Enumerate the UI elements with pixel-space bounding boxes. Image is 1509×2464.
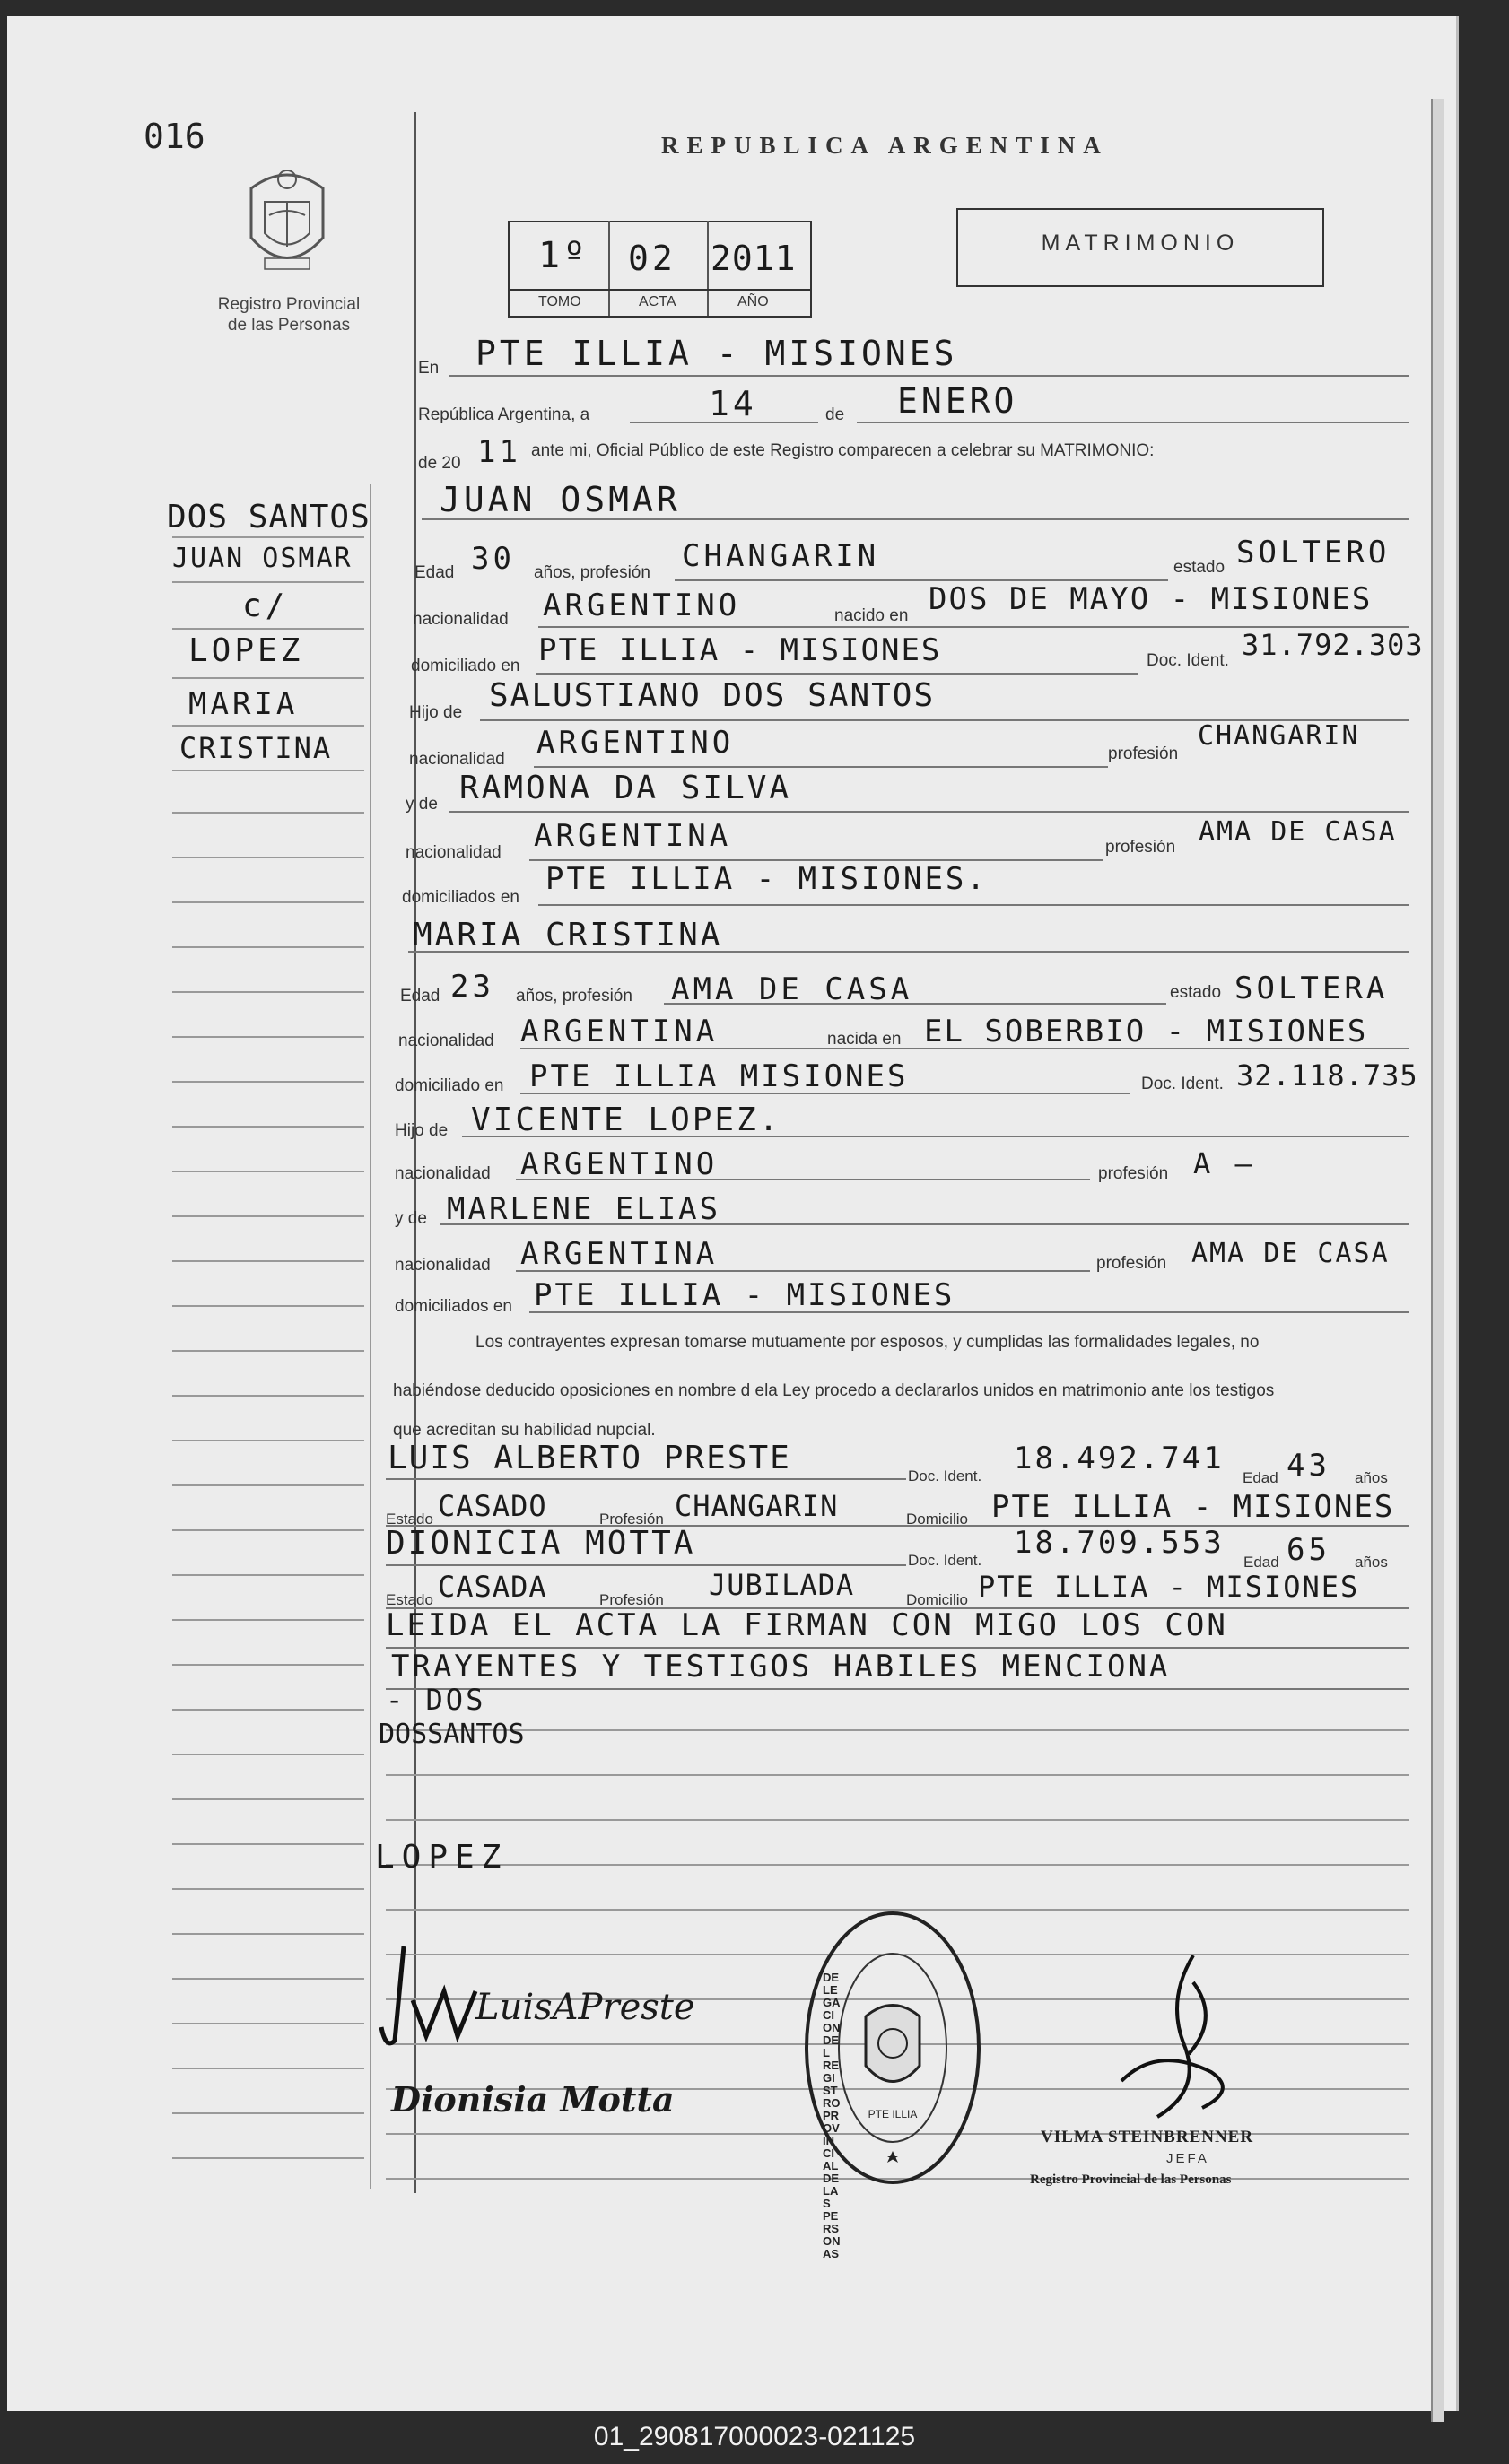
label-anos: años [1355, 1554, 1388, 1571]
label-profesion: profesión [1098, 1164, 1169, 1183]
bride-father-nationality: ARGENTINO [520, 1146, 719, 1182]
label-edad: Edad [414, 563, 455, 582]
label-estado: Estado [386, 1511, 433, 1528]
label-republica: República Argentina, a [418, 405, 590, 424]
margin-bride-name1: MARIA [188, 686, 299, 722]
label-y-de: y de [406, 795, 438, 814]
label-profesion: Profesión [599, 1591, 664, 1608]
label-hijo-de: Hijo de [395, 1121, 449, 1140]
folio-number: 016 [144, 117, 205, 156]
label-domiciliados: domiciliados en [402, 888, 519, 907]
groom-name: JUAN OSMAR [440, 480, 681, 519]
label-profesion: profesión [1105, 838, 1176, 857]
label-nacido-en: nacido en [834, 606, 909, 625]
footer-code: 01_290817000023-021125 [593, 2422, 916, 2451]
label-de: de [825, 405, 845, 424]
bride-profession: AMA DE CASA [671, 971, 913, 1007]
label-nacionalidad: nacionalidad [395, 1164, 491, 1183]
groom-mother: RAMONA DA SILVA [459, 770, 792, 806]
groom-mother-profession: AMA DE CASA [1199, 816, 1397, 848]
groom-mother-nationality: ARGENTINA [534, 818, 732, 854]
entry-month: ENERO [897, 381, 1018, 421]
label-en: En [418, 359, 440, 378]
label-profesion: profesión [1096, 1254, 1167, 1273]
bride-mother-nationality: ARGENTINA [520, 1236, 719, 1272]
groom-parents-domicile: PTE ILLIA - MISIONES. [545, 861, 988, 897]
label-doc: Doc. Ident. [908, 1467, 982, 1484]
bride-status: SOLTERA [1234, 971, 1389, 1006]
label-edad: Edad [1243, 1554, 1279, 1571]
witness2-age: 65 [1287, 1532, 1330, 1568]
tomo-label: TOMO [538, 294, 581, 309]
groom-domicile: PTE ILLIA - MISIONES [538, 632, 942, 668]
groom-age: 30 [471, 541, 515, 577]
entry-place: PTE ILLIA - MISIONES [475, 334, 958, 373]
label-nacionalidad: nacionalidad [409, 750, 505, 769]
label-estado: estado [1170, 983, 1222, 1002]
witness1-domicile: PTE ILLIA - MISIONES [991, 1489, 1395, 1525]
witness2-profession: JUBILADA [709, 1568, 855, 1602]
margin-surname: DOS SANTOS [167, 499, 371, 535]
margin-bride-surname: LOPEZ [188, 632, 304, 669]
groom-father-nationality: ARGENTINO [536, 725, 735, 761]
witness1-profession: CHANGARIN [675, 1489, 839, 1523]
closing-line-1: LEIDA EL ACTA LA FIRMAN CON MIGO LOS CON [386, 1607, 1228, 1643]
label-domiciliados: domiciliados en [395, 1297, 512, 1316]
groom-nationality: ARGENTINO [543, 588, 741, 623]
act-type: MATRIMONIO [1041, 231, 1240, 256]
bride-father: VICENTE LOPEZ. [471, 1101, 781, 1138]
label-domiciliado: domiciliado en [411, 657, 520, 675]
label-profesion: Profesión [599, 1511, 664, 1528]
label-doc: Doc. Ident. [908, 1552, 982, 1569]
groom-father: SALUSTIANO DOS SANTOS [489, 677, 936, 714]
label-doc: Doc. Ident. [1147, 651, 1229, 670]
bride-mother: MARLENE ELIAS [447, 1191, 721, 1227]
label-hijo-de: Hijo de [409, 703, 463, 722]
legal-text-3: que acreditan su habilidad nupcial. [393, 1421, 656, 1440]
officer-name: VILMA STEINBRENNER [1041, 2128, 1254, 2146]
entry-day: 14 [709, 384, 757, 423]
bride-mother-profession: AMA DE CASA [1191, 1238, 1390, 1269]
label-edad: Edad [400, 987, 440, 1006]
label-y-de: y de [395, 1209, 427, 1228]
label-estado: estado [1173, 558, 1226, 577]
officer-office: Registro Provincial de las Personas [1030, 2172, 1232, 2187]
witness1-name: LUIS ALBERTO PRESTE [388, 1440, 791, 1476]
officer-signature [1103, 1946, 1256, 2139]
legal-text-1: Los contrayentes expresan tomarse mutuamente por esposos, y cumplidas las formalidades legales, no [475, 1333, 1260, 1352]
ano-label: AÑO [737, 294, 769, 309]
groom-birthplace: DOS DE MAYO - MISIONES [929, 581, 1373, 617]
label-anos-profesion: años, profesión [534, 563, 650, 582]
closing-line-2: TRAYENTES Y TESTIGOS HABILES MENCIONA [391, 1649, 1171, 1685]
label-nacionalidad: nacionalidad [395, 1256, 491, 1275]
page-edge [1431, 99, 1444, 2422]
bride-birthplace: EL SOBERBIO - MISIONES [924, 1014, 1368, 1049]
witness1-doc: 18.492.741 [1014, 1441, 1225, 1476]
label-ante-mi: ante mi, Oficial Público de este Registro comparecen a celebrar su MATRIMONIO: [531, 441, 1155, 460]
bride-parents-domicile: PTE ILLIA - MISIONES [534, 1277, 955, 1313]
witness2-signature: Dionisia Motta [391, 2079, 675, 2120]
groom-profession: CHANGARIN [682, 538, 880, 574]
country-title: REPUBLICA ARGENTINA [661, 132, 1109, 159]
label-de20: de 20 [418, 454, 461, 473]
official-seal [803, 1909, 982, 2260]
bride-domicile: PTE ILLIA MISIONES [529, 1058, 909, 1094]
label-domicilio: Domicilio [906, 1511, 968, 1528]
label-nacida-en: nacida en [827, 1030, 902, 1049]
bride-nationality: ARGENTINA [520, 1014, 719, 1049]
witness2-status: CASADA [438, 1570, 547, 1604]
witness1-age: 43 [1287, 1448, 1330, 1484]
label-edad: Edad [1243, 1469, 1278, 1486]
groom-status: SOLTERO [1236, 535, 1391, 570]
tomo-value: 1º [538, 235, 589, 276]
bride-signature: LOPEZ [375, 1839, 509, 1876]
bride-doc: 32.118.735 [1236, 1058, 1418, 1093]
bride-age: 23 [450, 969, 494, 1005]
registry-name: Registro Provincial de las Personas [217, 295, 361, 335]
label-domiciliado: domiciliado en [395, 1076, 504, 1095]
label-estado: Estado [386, 1591, 433, 1608]
label-profesion: profesión [1108, 744, 1179, 763]
witness1-signature-text: LuisAPreste [475, 1987, 695, 2028]
seal-ring-text: DELEGACION DEL REGISTRO PROVINCIAL DE LAS PERSONAS [823, 1971, 841, 2260]
bride-father-profession: A — [1193, 1146, 1256, 1180]
acta-value: 02 [628, 239, 676, 278]
officer-title: JEFA [1166, 2151, 1209, 2166]
label-anos-profesion: años, profesión [516, 987, 632, 1006]
closing-line-3: - DOS [386, 1683, 486, 1717]
groom-father-profession: CHANGARIN [1198, 720, 1360, 752]
provincial-emblem-icon [233, 152, 341, 287]
witness1-status: CASADO [438, 1489, 547, 1523]
legal-text-2: habiéndose deducido oposiciones en nombre d ela Ley procedo a declararlos unidos en matrimonio ante los testigos [393, 1381, 1275, 1400]
label-nacionalidad: nacionalidad [413, 610, 509, 629]
label-nacionalidad: nacionalidad [406, 843, 502, 862]
bride-name: MARIA CRISTINA [413, 917, 723, 953]
witness2-doc: 18.709.553 [1014, 1525, 1225, 1561]
entry-year: 11 [477, 434, 521, 470]
label-anos: años [1355, 1469, 1388, 1486]
seal-center-text: PTE ILLIA [868, 2108, 918, 2120]
witness2-name: DIONICIA MOTTA [386, 1525, 696, 1562]
acta-label: ACTA [639, 294, 676, 309]
margin-conjunction: c/ [242, 588, 289, 624]
ano-value: 2011 [711, 239, 797, 278]
groom-signature: DOSSANTOS [379, 1719, 525, 1750]
label-nacionalidad: nacionalidad [398, 1032, 494, 1050]
label-domicilio: Domicilio [906, 1591, 968, 1608]
witness1-signature [377, 1937, 695, 2068]
label-doc: Doc. Ident. [1141, 1075, 1224, 1093]
margin-firstname: JUAN OSMAR [172, 543, 353, 574]
witness2-domicile: PTE ILLIA - MISIONES [978, 1570, 1360, 1604]
groom-doc: 31.792.303 [1242, 628, 1424, 662]
margin-bride-name2: CRISTINA [179, 731, 333, 765]
